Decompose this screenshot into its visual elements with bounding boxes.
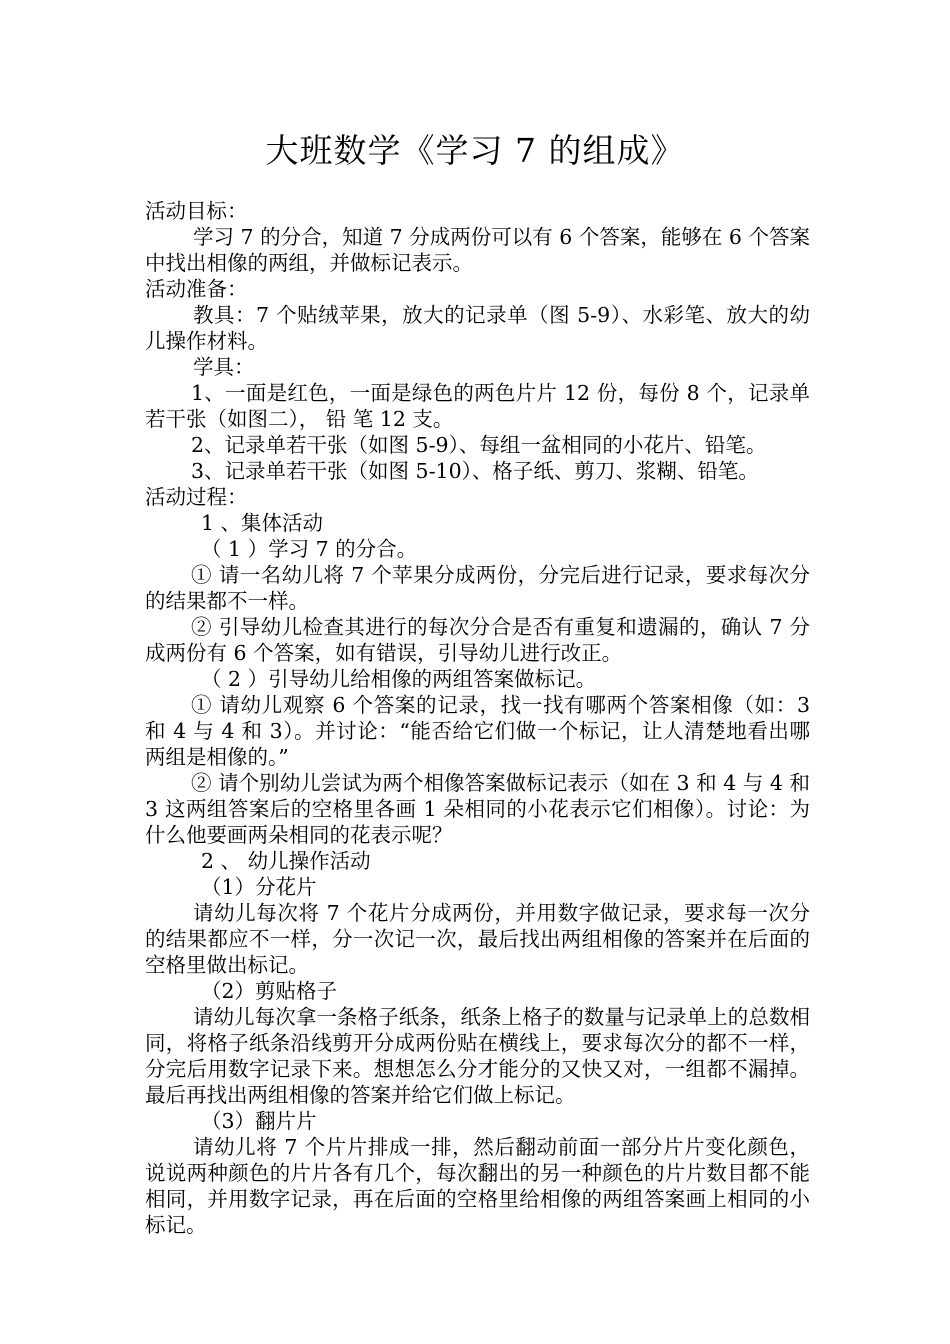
paragraph: 活动目标： — [145, 199, 248, 223]
paragraph: 学具： — [193, 355, 255, 379]
paragraph: （1）分花片 — [201, 875, 317, 899]
document-body — [145, 198, 810, 1238]
paragraph: 请幼儿每次拿一条格子纸条，纸条上格子的数量与记录单上的总数相同，将格子纸条沿线剪开分成两份贴在横线上，要求每次分的都不一样，分完后用数字记录下来。想想怎么分才能分的又快又对，一组都不漏掉。最后再找出两组相像的答案并给它们做上标记。 — [145, 1005, 810, 1107]
paragraph: （ 2 ）引导幼儿给相像的两组答案做标记。 — [201, 667, 597, 691]
paragraph: ② 请个别幼儿尝试为两个相像答案做标记表示（如在 3 和 4 与 4 和 3 这两组答案后的空格里各画 1 朵相同的小花表示它们相像）。讨论：为什么他要画两朵相同的花表示呢？ — [145, 771, 810, 847]
paragraph: 活动准备： — [145, 277, 248, 301]
paragraph: （ 1 ）学习 7 的分合。 — [201, 537, 418, 561]
paragraph: ① 请一名幼儿将 7 个苹果分成两份，分完后进行记录，要求每次分的结果都不一样。 — [145, 563, 810, 613]
paragraph: 2 、 幼儿操作活动 — [201, 849, 371, 873]
paragraph: 教具：7 个贴绒苹果，放大的记录单（图 5-9）、水彩笔、放大的幼儿操作材料。 — [145, 303, 810, 353]
paragraph: （3）翻片片 — [201, 1109, 317, 1133]
paragraph: （2）剪贴格子 — [201, 979, 338, 1003]
paragraph: 活动过程： — [145, 485, 248, 509]
paragraph: ② 引导幼儿检查其进行的每次分合是否有重复和遗漏的，确认 7 分成两份有 6 个答案，如有错误，引导幼儿进行改正。 — [145, 615, 810, 665]
paragraph: ① 请幼儿观察 6 个答案的记录，找一找有哪两个答案相像（如：3 和 4 与 4 和 3）。并讨论：“能否给它们做一个标记，让人清楚地看出哪两组是相像的。” — [145, 693, 810, 769]
paragraph: 1 、集体活动 — [201, 511, 324, 535]
paragraph: 3、记录单若干张（如图 5-10）、格子纸、剪刀、浆糊、铅笔。 — [191, 459, 759, 483]
document-title: 大班数学《学习 7 的组成》 — [265, 131, 685, 170]
paragraph: 学习 7 的分合，知道 7 分成两份可以有 6 个答案，能够在 6 个答案中找出相像的两组，并做标记表示。 — [145, 225, 810, 275]
paragraph: 2、记录单若干张（如图 5-9）、每组一盆相同的小花片、铅笔。 — [191, 433, 767, 457]
paragraph: 1、一面是红色，一面是绿色的两色片片 12 份，每份 8 个，记录单若干张（如图二）， 铅 笔 12 支。 — [145, 381, 810, 431]
paragraph: 请幼儿将 7 个片片排成一排，然后翻动前面一部分片片变化颜色，说说两种颜色的片片各有几个，每次翻出的另一种颜色的片片数目都不能相同，并用数字记录，再在后面的空格里给相像的两组答案画上相同的小标记。 — [145, 1135, 810, 1237]
paragraph: 请幼儿每次将 7 个花片分成两份，并用数字做记录，要求每一次分的结果都应不一样，分一次记一次，最后找出两组相像的答案并在后面的空格里做出标记。 — [145, 901, 810, 977]
